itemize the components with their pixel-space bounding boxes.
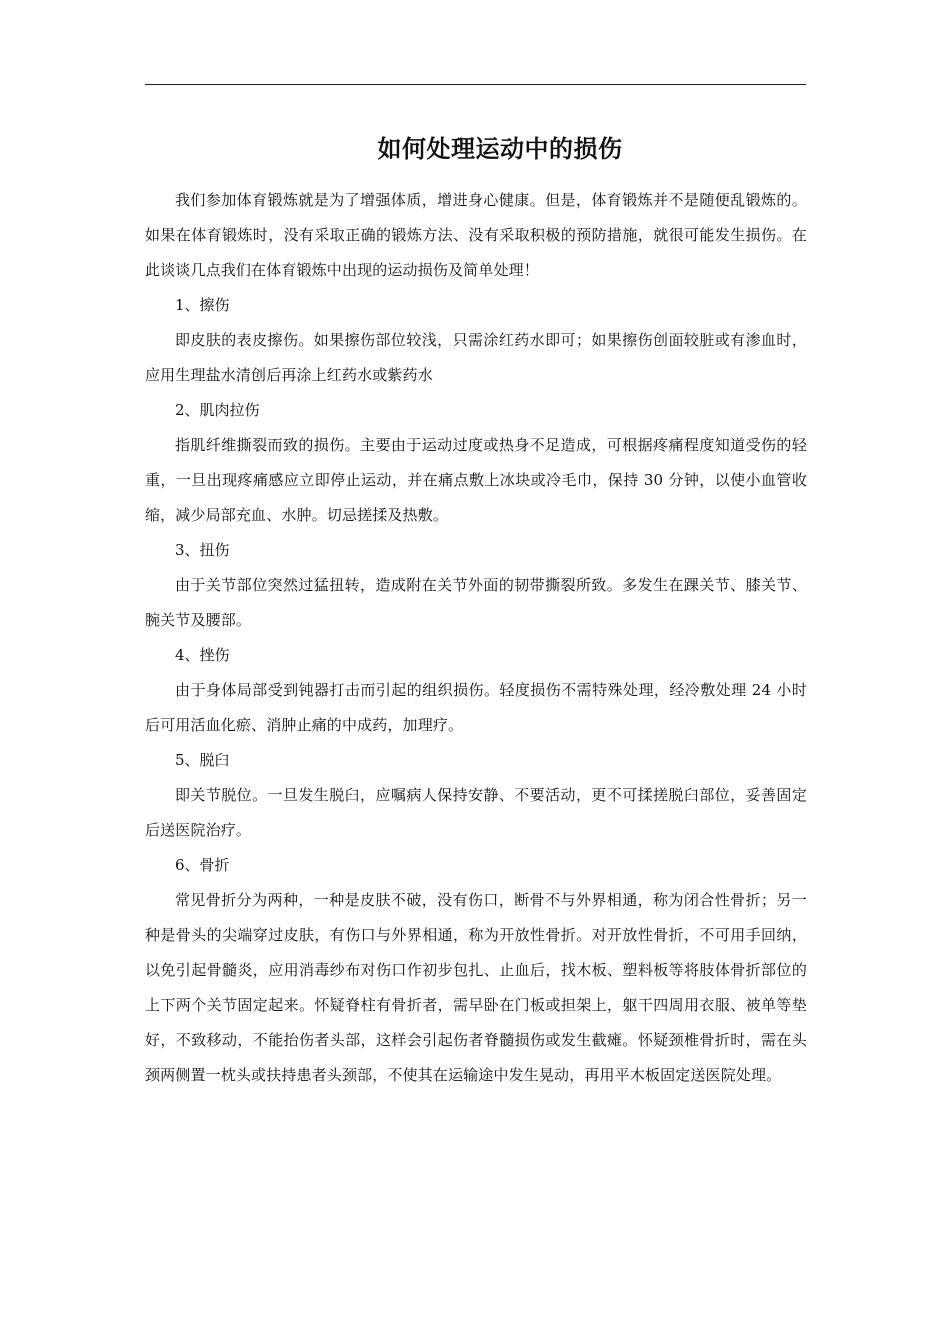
section-heading-contusion: 4、挫伤 (175, 646, 230, 664)
section-heading-fracture: 6、骨折 (175, 856, 230, 874)
header-rule (145, 84, 806, 85)
document-title: 如何处理运动中的损伤 (377, 135, 623, 163)
section-heading-muscle-strain: 2、肌肉拉伤 (175, 401, 260, 419)
section-body-muscle-strain: 指肌纤维撕裂而致的损伤。主要由于运动过度或热身不足造成，可根据疼痛程度知道受伤的轻重，一旦出现疼痛感应立即停止运动，并在痛点敷上冰块或冷毛巾，保持 30 分钟，以使小血管收缩，减少局部充血、水肿。切忌搓揉及热敷。 (145, 436, 807, 524)
section-heading-sprain: 3、扭伤 (175, 541, 230, 559)
section-heading-abrasion: 1、擦伤 (175, 296, 230, 314)
section-body-dislocation: 即关节脱位。一旦发生脱臼，应嘱病人保持安静、不要活动，更不可揉搓脱臼部位，妥善固定后送医院治疗。 (145, 786, 807, 839)
section-body-sprain: 由于关节部位突然过猛扭转，造成附在关节外面的韧带撕裂所致。多发生在踝关节、膝关节、腕关节及腰部。 (145, 576, 807, 629)
document-body (145, 183, 807, 1093)
section-body-contusion: 由于身体局部受到钝器打击而引起的组织损伤。轻度损伤不需特殊处理，经冷敷处理 24 小时后可用活血化瘀、消肿止痛的中成药，加理疗。 (145, 681, 807, 734)
section-body-abrasion: 即皮肤的表皮擦伤。如果擦伤部位较浅，只需涂红药水即可；如果擦伤创面较脏或有渗血时，应用生理盐水清创后再涂上红药水或紫药水 (145, 331, 807, 384)
intro-paragraph: 我们参加体育锻炼就是为了增强体质，增进身心健康。但是，体育锻炼并不是随便乱锻炼的。如果在体育锻炼时，没有采取正确的锻炼方法、没有采取积极的预防措施，就很可能发生损伤。在此谈谈几点我们在体育锻炼中出现的运动损伤及简单处理！ (145, 191, 807, 279)
section-body-fracture: 常见骨折分为两种，一种是皮肤不破，没有伤口，断骨不与外界相通，称为闭合性骨折；另一种是骨头的尖端穿过皮肤，有伤口与外界相通，称为开放性骨折。对开放性骨折，不可用手回纳，以免引起骨髓炎，应用消毒纱布对伤口作初步包扎、止血后，找木板、塑料板等将肢体骨折部位的上下两个关节固定起来。怀疑脊柱有骨折者，需早卧在门板或担架上，躯干四周用衣服、被单等垫好，不致移动，不能抬伤者头部，这样会引起伤者脊髓损伤或发生截瘫。怀疑颈椎骨折时，需在头颈两侧置一枕头或扶持患者头颈部，不使其在运输途中发生晃动，再用平木板固定送医院处理。 (145, 891, 807, 1084)
section-heading-dislocation: 5、脱臼 (175, 751, 230, 769)
